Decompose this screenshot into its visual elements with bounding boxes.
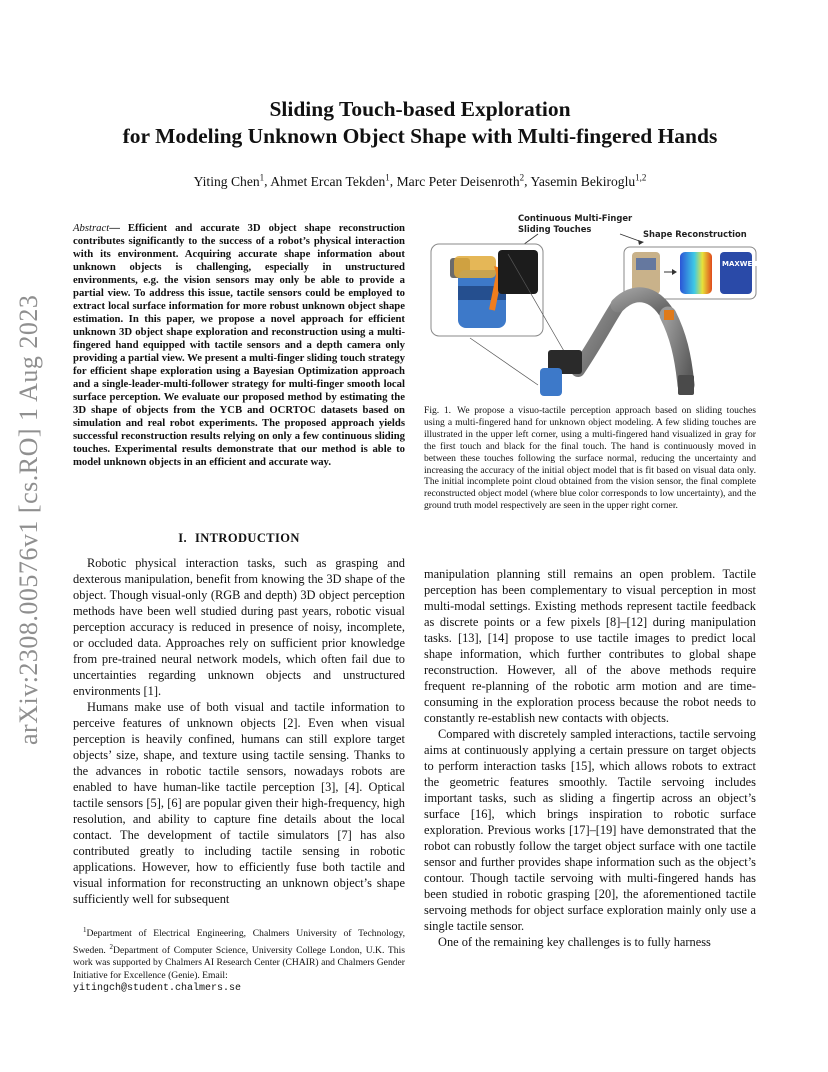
label-sliding: Continuous Multi-Finger [518, 213, 633, 223]
paragraph: manipulation planning still remains an open problem. Tactile perception has been complementary to visual perception in most multi-modal settings. Existing methods represent tactile feedback as discrete points or a few pixels [8]–[12] during manipulation tasks. [13], [14] propose to use tactile images to predict local shape information, which further contributes to global shape reconstruction. However, all of the above methods require frequent re-planning of the robotic arm motion and are time-consuming in the exploration process because the robot needs to constantly re-establish new contacts with objects. [424, 567, 756, 725]
label-shape: Shape Reconstruction [643, 229, 747, 239]
author: Marc Peter Deisenroth$^2$ [396, 172, 525, 189]
footnote: $^1$Department of Electrical Engineering, Chalmers University of Technology, Sweden. $^2$Department of Computer Science, University College London, U.K. This work was supported by Chalmers AI Research Center (CHAIR) and Chalmers Gender Initiative for Excellence (Genie). Email: yitingch@student.chalmers.se [73, 926, 405, 995]
author: Ahmet Ercan Tekden$^1$ [270, 172, 390, 189]
figure-caption [424, 405, 756, 512]
section-heading [73, 531, 405, 546]
abstract [73, 222, 405, 469]
author-email[interactable]: yitingch@student.chalmers.se [73, 983, 242, 995]
intro-body [73, 555, 405, 907]
paper-title [80, 96, 760, 150]
title-line-1: Sliding Touch-based Exploration [269, 97, 571, 121]
robot-arm [578, 305, 618, 370]
abstract-block [73, 222, 405, 469]
figure-1 [428, 210, 778, 400]
section-title: INTRODUCTION [194, 531, 300, 545]
label-sliding-2: Sliding Touches [518, 224, 592, 234]
grey-hand-touch [454, 256, 496, 278]
arrowhead [638, 240, 644, 245]
author: Yiting Chen$^1$ [193, 172, 265, 189]
abstract-label: Abstract [73, 222, 110, 234]
reconstructed-model [680, 252, 712, 294]
author-list: Yiting Chen$^1$, Ahmet Ercan Tekden$^1$, Marc Peter Deisenroth$^2$, Yasemin Bekiroglu$^{1,2}$ [193, 172, 647, 189]
ground-truth-can [720, 252, 752, 294]
can-label: MAXWE HOUS [722, 260, 778, 268]
title-line-2: for Modeling Unknown Object Shape with Multi-fingered Hands [122, 124, 718, 148]
author: Yasemin Bekiroglu$^{1,2}$ [530, 172, 647, 189]
target-can [540, 368, 562, 396]
paragraph: Robotic physical interaction tasks, such as grasping and dexterous manipulation, benefit from knowing the 3D shape of the object. Though visual-only (RGB and depth) 3D object perception methods have been well studied during past years, robotic visual perception accuracy is reduced in presence of noisy, incomplete, or occluded data. Approaches rely on sufficient prior knowledge from pre-trained neural network models, which often fail due to uncertainties regarding unknown objects and unstructured environments [1]. [73, 556, 405, 698]
paragraph: Humans make use of both visual and tactile information to perceive features of unknown objects [2]. Even when visual perception is heavily confined, humans can still explore target objects’ size, shape, and texture using tactile sensing. Thanks to the advances in robotic tactile sensors, nowadays robots are enabled to have human-like tactile perception [3], [4]. Optical tactile sensors [5], [6] are popular given their high-frequency, high resolution, and ability to capture fine details about the local contact. The development of tactile simulators [7] has also contributed greatly to including tactile sensing in robotic applications. However, how to efficiently fuse both tactile and visual information for reconstructing an unknown object’s shape sufficiently well for subsequent [73, 700, 405, 906]
figure-caption-text: We propose a visuo-tactile perception approach based on sliding touches using a multi-fingered hand for unknown object modeling. A few sliding touches are illustrated in the upper left corner, using a multi-fingered hand visualized in gray for the first touch and black for the final touch. The hand is continuously moved in between these touches following the surface normal, reducing the uncertainty and increasing the accuracy of the initial object model that is fit based on visual data only. The initial incomplete point cloud obtained from the vision sensor, the final complete reconstructed object model (where blue color corresponds to low uncertainty), and the ground truth model respectively are seen in the upper right corner. [424, 405, 756, 512]
paragraph: One of the remaining key challenges is to fully harness [438, 935, 711, 949]
right-column-body [424, 566, 756, 950]
paragraph: Compared with discretely sampled interactions, tactile servoing aims at continuously applying a certain pressure on target objects to perform interaction tasks [15], which allows robots to extract the geometric features smoothly. Tactile servoing includes important tasks, such as sliding a fingertip across an object’s surface [16], which brings inspiration to robotic surface exploration. Previous works [17]–[19] have demonstrated that the robot can robustly follow the target object surface with one tactile sensor and further provides shape information such as the object’s contour. Though tactile servoing with multi-fingered hands has been studied in robotic grasping [20], the aforementioned tactile servoing methods for object surface exploration mainly only use a single tactile sensor. [424, 727, 756, 933]
arxiv-stamp: arXiv:2308.00576v1 [cs.RO] 1 Aug 2023 [14, 294, 43, 746]
abstract-text: — Efficient and accurate 3D object shape reconstruction contributes significantly to the success of a robot’s physical interaction with its environment. Acquiring accurate shape information about unknown objects is challenging, especially in unstructured environments, e.g. the vision sensors may only be able to provide a partial view. To address this issue, tactile sensors could be employed to extract local surface information for more robust unknown object shape estimation. In this paper, we propose a novel approach for efficient unknown 3D object shape exploration and reconstruction using a multi-fingered hand equipped with tactile sensors and a depth camera only providing a partial view. We present a multi-finger sliding touch strategy for efficient shape exploration using a Bayesian Optimization approach and a single-leader-multi-follower strategy for multi-finger smooth local surface perception. We evaluate our proposed method by estimating the 3D shape of objects from the YCB and OCRTOC datasets based on simulation and real robot experiments. The proposed approach yields successful reconstruction results relying on only a few continuous sliding touches. Experimental results demonstrate that our method is able to model unknown objects in an efficient and accurate way. [73, 222, 405, 468]
figure-caption-label: Fig. 1. [424, 405, 452, 416]
robot-base [678, 375, 694, 395]
section-number: I. [178, 531, 187, 545]
figure-illustration [428, 210, 778, 400]
